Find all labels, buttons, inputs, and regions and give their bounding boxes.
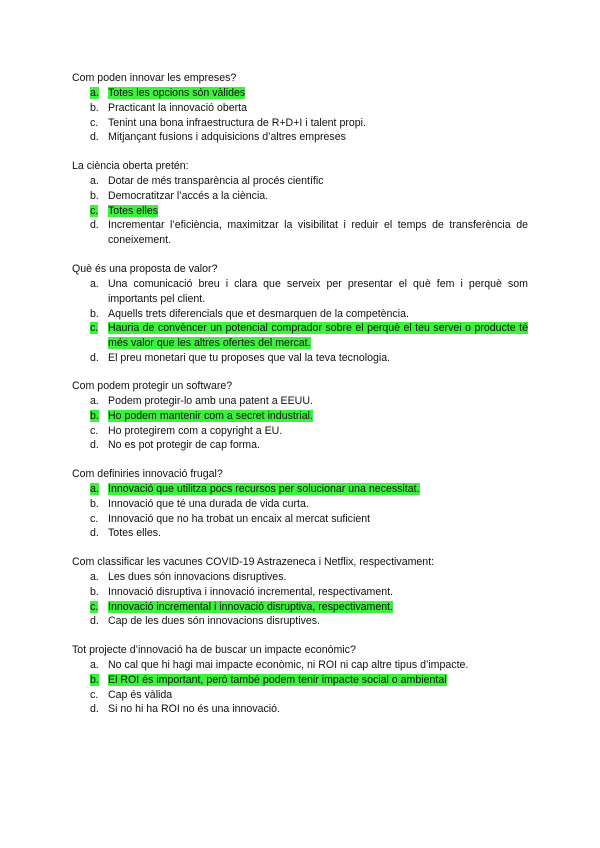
question-title: Com classificar les vacunes COVID-19 Astrazeneca i Netflix, respectivament: (72, 556, 435, 568)
option-letter: a. (90, 571, 99, 584)
option-text: Si no hi ha ROI no és una innovació. (108, 703, 280, 716)
option-letter: c. (90, 512, 99, 525)
answer-option-a (72, 658, 528, 673)
option-text-highlighted: Innovació que utilitza pocs recursos per solucionar una necessitat. (108, 483, 420, 496)
answer-option-b (72, 101, 528, 116)
option-text: Una comunicació breu i clara que serveix per presentar el què fem i perquè som importants pel client. (108, 278, 528, 305)
option-text: Democratitzar l’accés a la ciència. (108, 189, 269, 202)
answer-options (72, 174, 528, 248)
answer-option-c (72, 424, 528, 439)
answer-option-b (72, 307, 528, 322)
option-letter: d. (90, 351, 99, 364)
answer-option-c (72, 321, 528, 350)
answer-option-c (72, 600, 528, 615)
option-letter: a. (90, 175, 99, 188)
answer-option-b (72, 673, 528, 688)
option-text-highlighted: Totes les opcions són vàlides (108, 87, 246, 100)
answer-options (72, 570, 528, 629)
option-letter: b. (90, 497, 99, 510)
option-text: Totes elles. (108, 527, 161, 540)
option-text-highlighted: El ROI és important, però també podem tenir impacte social o ambiental (108, 673, 447, 686)
option-text: No cal que hi hagi mai impacte econòmic, ni ROI ni cap altre tipus d’impacte. (108, 659, 469, 672)
option-text: Dotar de més transparència al procés científic (108, 175, 324, 188)
option-text: Mitjançant fusions i adquisicions d’altres empreses (108, 131, 346, 144)
question-title: Tot projecte d’innovació ha de buscar un impacte econòmic? (72, 644, 356, 656)
option-text: Cap és vàlida (108, 688, 173, 701)
question-7 (72, 643, 528, 717)
answer-options (72, 277, 528, 365)
answer-option-d (72, 614, 528, 629)
question-title: Com podem protegir un software? (72, 380, 233, 392)
answer-options (72, 394, 528, 453)
option-text-highlighted: Ho podem mantenir com a secret industrial. (108, 409, 313, 422)
option-text: Practicant la innovació oberta (108, 101, 247, 114)
option-letter: c. (90, 424, 99, 437)
option-text: No es pot protegir de cap forma. (108, 439, 260, 452)
option-text-highlighted: Hauria de convèncer un potencial comprador sobre el perquè el teu servei o producte té més valor que les altres ofertes del mercat. (108, 322, 528, 350)
option-text: Innovació que té una durada de vida curta. (108, 497, 309, 510)
option-text: El preu monetari que tu proposes que val la teva tecnologia. (108, 351, 391, 364)
option-text: Aquells trets diferencials que et desmarquen de la competència. (108, 307, 409, 320)
answer-option-c (72, 116, 528, 131)
option-letter: d. (90, 219, 99, 232)
option-letter: d. (90, 527, 99, 540)
answer-option-d (72, 438, 528, 453)
option-letter: c. (90, 116, 99, 129)
option-letter: a. (90, 87, 99, 100)
option-letter: a. (90, 395, 99, 408)
answer-option-a (72, 482, 528, 497)
option-text: Innovació que no ha trobat un encaix al mercat suficient (108, 512, 371, 525)
option-letter: d. (90, 131, 99, 144)
answer-option-d (72, 130, 528, 145)
question-5 (72, 467, 528, 541)
option-text: Cap de les dues són innovacions disruptives. (108, 615, 320, 628)
question-title: Com definiries innovació frugal? (72, 468, 223, 480)
option-letter: d. (90, 703, 99, 716)
answer-option-a (72, 86, 528, 101)
option-letter: b. (90, 101, 99, 114)
option-letter: c. (90, 688, 99, 701)
question-title: La ciència oberta pretén: (72, 160, 189, 172)
answer-option-a (72, 570, 528, 585)
option-letter: a. (90, 278, 99, 291)
answer-option-a (72, 174, 528, 189)
option-text: Incrementar l’eficiència, maximitzar la visibilitat i reduir el temps de transferència de coneixement. (108, 219, 528, 247)
answer-option-b (72, 585, 528, 600)
question-title: Què és una proposta de valor? (72, 263, 218, 275)
question-2 (72, 159, 528, 248)
answer-option-b (72, 189, 528, 204)
option-text: Les dues són innovacions disruptives. (108, 571, 287, 584)
option-letter: c. (90, 204, 99, 217)
option-letter: c. (90, 322, 99, 335)
option-letter: d. (90, 615, 99, 628)
option-letter: b. (90, 307, 99, 320)
option-letter: b. (90, 585, 99, 598)
answer-option-b (72, 497, 528, 512)
option-letter: a. (90, 483, 99, 496)
answer-option-c (72, 204, 528, 219)
answer-option-a (72, 394, 528, 409)
question-6 (72, 555, 528, 629)
question-title: Com poden innovar les empreses? (72, 72, 237, 84)
option-letter: d. (90, 439, 99, 452)
option-letter: b. (90, 189, 99, 202)
option-letter: a. (90, 659, 99, 672)
answer-option-c (72, 688, 528, 703)
option-letter: c. (90, 600, 99, 613)
question-4 (72, 379, 528, 453)
answer-options (72, 658, 528, 717)
answer-option-b (72, 409, 528, 424)
answer-options (72, 482, 528, 541)
option-text: Ho protegirem com a copyright a EU. (108, 424, 283, 437)
option-text: Innovació disruptiva i innovació incremental, respectivament. (108, 585, 393, 598)
answer-option-a (72, 277, 528, 306)
answer-option-c (72, 512, 528, 527)
option-letter: b. (90, 673, 99, 686)
option-text-highlighted: Innovació incremental i innovació disruptiva, respectivament. (108, 600, 393, 613)
option-letter: b. (90, 409, 99, 422)
question-1 (72, 71, 528, 145)
answer-option-d (72, 526, 528, 541)
answer-option-d (72, 351, 528, 366)
option-text: Podem protegir-lo amb una patent a EEUU. (108, 395, 313, 408)
question-3 (72, 262, 528, 365)
option-text-highlighted: Totes elles (108, 204, 159, 217)
option-text: Tenint una bona infraestructura de R+D+I i talent propi. (108, 116, 366, 129)
answer-option-d (72, 702, 528, 717)
answer-option-d (72, 218, 528, 247)
answer-options (72, 86, 528, 145)
